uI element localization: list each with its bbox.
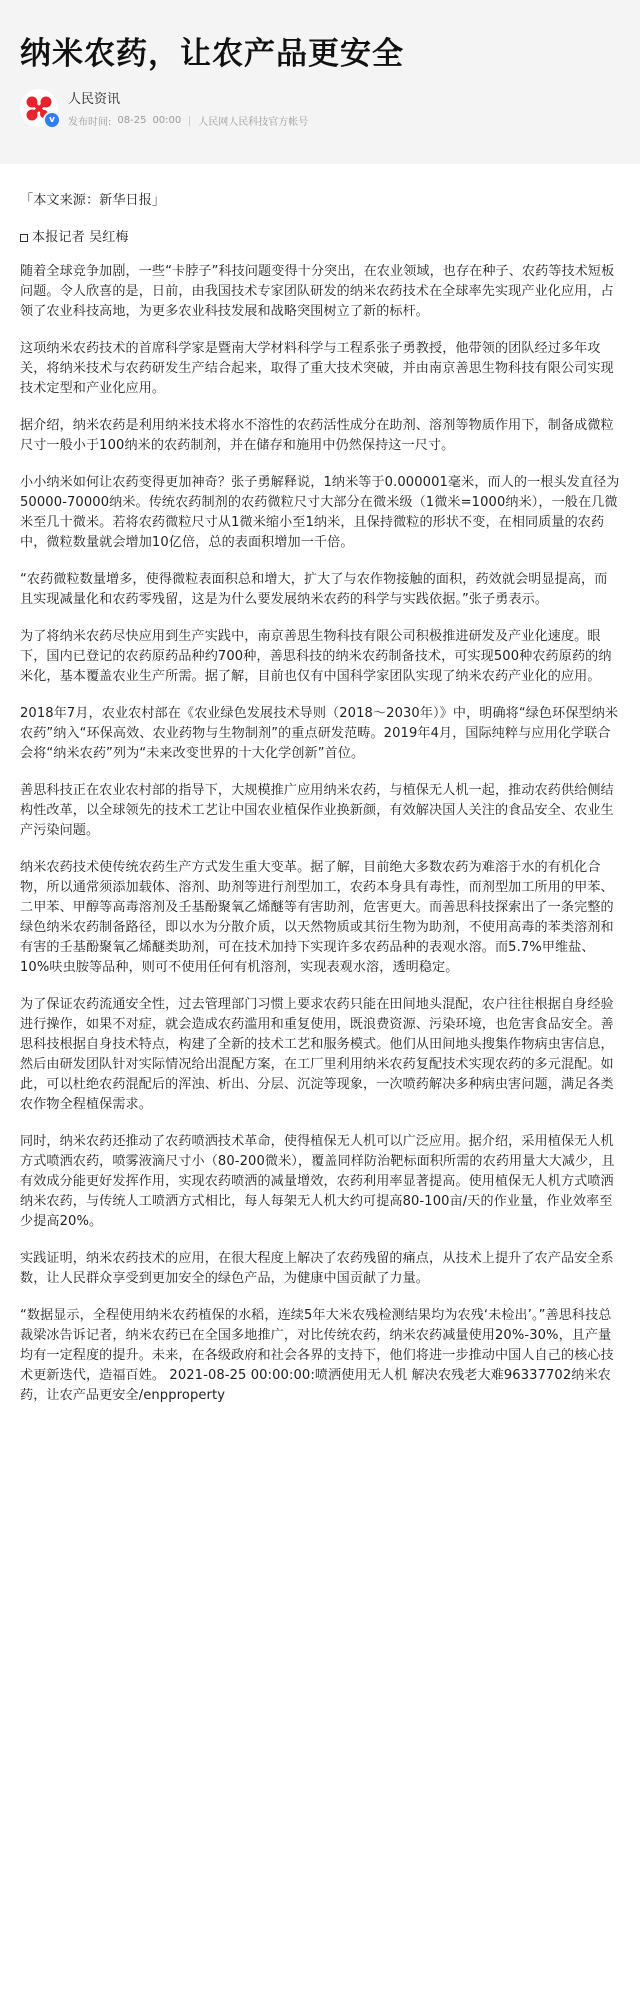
paragraph: “农药微粒数量增多，使得微粒表面积总和增大，扩大了与农作物接触的面积，药效就会明显提高，而且实现减量化和农药零残留，这是为什么要发展纳米农药的科学与实践依据。”张子勇表示。 — [20, 572, 608, 607]
paragraph: 为了将纳米农药尽快应用到生产实践中，南京善思生物科技有限公司积极推进研发及产业化速度。眼下，国内已登记的农药原药品种约700种，善思科技的纳米农药制备技术，可实现500种农药原药的纳米化，基本覆盖农业生产所需。据了解，目前也仅有中国科学家团队实现了纳米农药产业化的应用。 — [20, 629, 612, 684]
article-title: 纳米农药，让农产品更安全 — [20, 36, 404, 72]
paragraph: 2018年7月，农业农村部在《农业绿色发展技术导则（2018～2030年）》中，明确将“绿色环保型纳米农药”纳入“环保高效、农业药物与生物制剂”的重点研发范畴。2019年4月，国际纯粹与应用化学联合会将“纳米农药”列为“未来改变世界的十大化学创新”首位。 — [20, 706, 619, 761]
publish-label: 发布时间: — [68, 117, 112, 128]
paragraph: 这项纳米农药技术的首席科学家是暨南大学材料科学与工程系张子勇教授，他带领的团队经过多年攻关，将纳米技术与农药研发生产结合起来，取得了重大技术突破，并由南京善思生物科技有限公司实现技术定型和产业化应用。 — [20, 341, 614, 396]
paragraph: 同时，纳米农药还推动了农药喷洒技术革命，使得植保无人机可以广泛应用。据介绍，采用植保无人机方式喷洒农药，喷雾液滴尺寸小（80-200微米），覆盖同样防治靶标面积所需的农药用量大大减少，且有效成分能更好发挥作用，实现农药喷洒的减量增效，农药利用率显著提高。使用植保无人机方式喷洒纳米农药，与传统人工喷洒方式相比，每人每架无人机大约可提高80-100亩/天的作业量，作业效率至少提高20%。 — [20, 1134, 615, 1229]
paragraph: 善思科技正在农业农村部的指导下，大规模推广应用纳米农药，与植保无人机一起，推动农药供给侧结构性改革，以全球领先的技术工艺让中国农业植保作业换新颜，有效解决国人关注的食品安全、农业生产污染问题。 — [20, 783, 614, 838]
account-description: 人民网人民科技官方帐号 — [198, 117, 309, 128]
reporter-line — [20, 228, 620, 248]
author-name[interactable]: 人民资讯 — [68, 92, 121, 107]
publish-date: 08-25 — [117, 115, 147, 126]
avatar[interactable] — [20, 89, 58, 127]
source-line: 「本文来源：新华日报」 — [20, 193, 166, 208]
paragraph: 小小纳米如何让农药变得更加神奇？张子勇解释说，1纳米等于0.000001毫米，而人的一根头发直径为50000-70000纳米。传统农药制剂的农药微粒尺寸大部分在微米级（1微米=1000纳米），一般在几微米至几十微米。若将农药微粒尺寸从1微米缩小至1纳米，且保持微粒的形状不变，在相同质量的农药中，微粒数量就会增加10亿倍，总的表面积增加一千倍。 — [20, 475, 620, 550]
paragraph: 实践证明，纳米农药技术的应用，在很大程度上解决了农药残留的痛点，从技术上提升了农产品安全系数，让人民群众享受到更加安全的绿色产品，为健康中国贡献了力量。 — [20, 1251, 614, 1286]
publish-time: 00:00 — [152, 115, 182, 126]
author-row — [20, 88, 308, 128]
publish-meta — [68, 113, 308, 128]
article-header — [0, 0, 640, 164]
reporter-name: 本报记者 吴红梅 — [32, 230, 129, 245]
square-bullet-icon — [20, 234, 28, 242]
paragraph: 随着全球竞争加剧，一些“卡脖子”科技问题变得十分突出，在农业领域，也存在种子、农药等技术短板问题。令人欣喜的是，日前，由我国技术专家团队研发的纳米农药技术在全球率先实现产业化应用，占领了农业科技高地，为更多农业科技发展和战略突围树立了新的标杆。 — [20, 264, 615, 319]
meta-divider — [189, 116, 190, 126]
paragraph: 据介绍，纳米农药是利用纳米技术将水不溶性的农药活性成分在助剂、溶剂等物质作用下，制备成微粒尺寸一般小于100纳米的农药制剂，并在储存和施用中仍然保持这一尺寸。 — [20, 418, 614, 453]
verified-badge-icon: v — [43, 111, 61, 129]
paragraph: 为了保证农药流通安全性，过去管理部门习惯上要求农药只能在田间地头混配，农户往往根据自身经验进行操作，如果不对症，就会造成农药滥用和重复使用，既浪费资源、污染环境，也危害食品安全。善思科技根据自身技术特点，构建了全新的技术工艺和服务模式。他们从田间地头搜集作物病虫害信息，然后由研发团队针对实际情况给出混配方案，在工厂里利用纳米农药复配技术实现农药的多元混配。如此，可以杜绝农药混配后的浑浊、析出、分层、沉淀等现象，一次喷药解决多种病虫害问题，满足各类农作物全程植保需求。 — [20, 997, 614, 1112]
author-info — [68, 88, 308, 128]
article-body — [0, 164, 640, 1406]
paragraph: “数据显示，全程使用纳米农药植保的水稻，连续5年大米农残检测结果均为农残‘未检出’。”善思科技总裁梁冰告诉记者，纳米农药已在全国多地推广，对比传统农药，纳米农药减量使用20%-30%，且产量均有一定程度的提升。未来，在各级政府和社会各界的支持下，他们将进一步推动中国人自己的核心技术更新迭代，造福百姓。 2021-08-25 00:00:00:喷洒使用无人机 解决农残老大难96337702纳米农药，让农产品更安全/enpproperty — [20, 1308, 614, 1403]
paragraph: 纳米农药技术使传统农药生产方式发生重大变革。据了解，目前绝大多数农药为难溶于水的有机化合物，所以通常须添加载体、溶剂、助剂等进行剂型加工，农药本身具有毒性，而剂型加工所用的甲苯、二甲苯、甲醇等高毒溶剂及壬基酚聚氧乙烯醚等有害助剂，危害更大。而善思科技探索出了一条完整的绿色纳米农药制备路径，即以水为分散介质，以天然物质或其衍生物为助剂，不使用高毒的苯类溶剂和有害的壬基酚聚氧乙烯醚类助剂，可在技术加持下实现许多农药品种的表观水溶。而5.7%甲维盐、10%呋虫胺等品种，则可不使用任何有机溶剂，实现表观水溶，透明稳定。 — [20, 860, 614, 975]
